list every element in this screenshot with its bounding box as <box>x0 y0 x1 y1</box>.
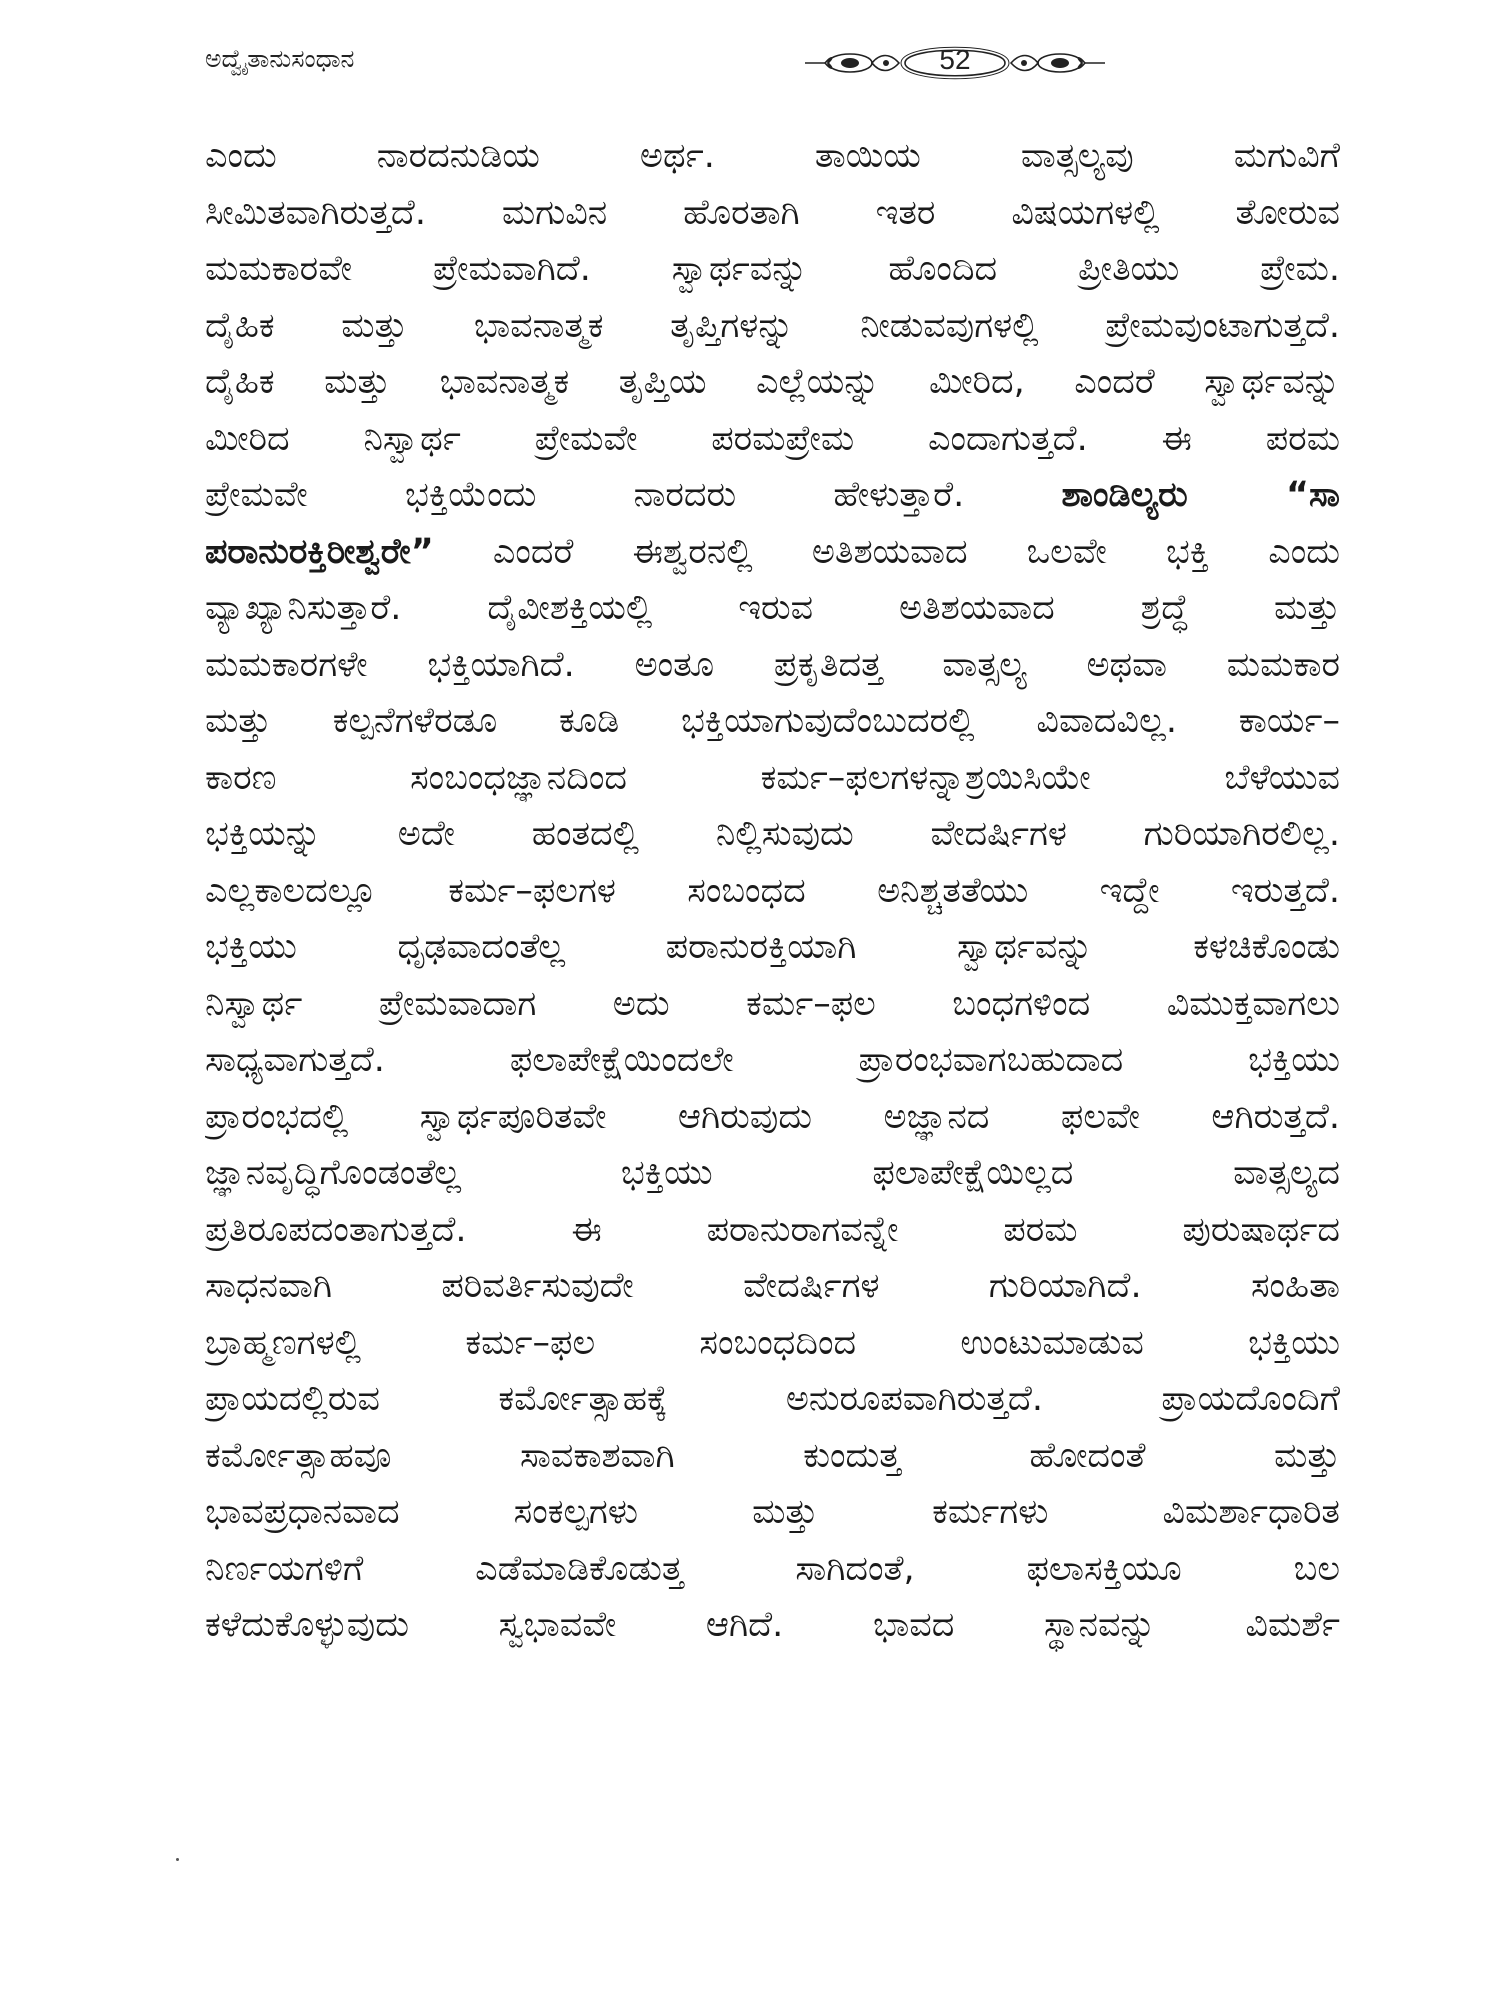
text-line: ಮಮಕಾರವೇ ಪ್ರೇಮವಾಗಿದೆ. ಸ್ವಾರ್ಥವನ್ನು ಹೊಂದಿದ ಪ್ರೀತಿಯು ಪ್ರೇಮ. <box>205 249 1340 289</box>
text-line: ಸಾಧನವಾಗಿ ಪರಿವರ್ತಿಸುವುದೇ ವೇದರ್ಷಿಗಳ ಗುರಿಯಾಗಿದೆ. ಸಂಹಿತಾ <box>205 1266 1340 1306</box>
text-line: ಕಾರಣ ಸಂಬಂಧಜ್ಞಾನದಿಂದ ಕರ್ಮ–ಫಲಗಳನ್ನಾಶ್ರಯಿಸಿಯೇ ಬೆಳೆಯುವ <box>205 757 1340 798</box>
text-line: ನಿಸ್ವಾರ್ಥ ಪ್ರೇಮವಾದಾಗ ಅದು ಕರ್ಮ–ಫಲ ಬಂಧಗಳಿಂದ ವಿಮುಕ್ತವಾಗಲು <box>205 983 1340 1024</box>
text-line: ಸಾಧ್ಯವಾಗುತ್ತದೆ. ಫಲಾಪೇಕ್ಷೆಯಿಂದಲೇ ಪ್ರಾರಂಭವಾಗಬಹುದಾದ ಭಕ್ತಿಯು <box>205 1040 1340 1080</box>
bold-citation: ಶಾಂಡಿಲ್ಯರು “ಸಾ <box>1061 475 1340 515</box>
text-line: ಪ್ರೇಮವೇ ಭಕ್ತಿಯೆಂದು ನಾರದರು ಹೇಳುತ್ತಾರೆ. ಶಾಂಡಿಲ್ಯರು “ಸಾ <box>205 475 1340 515</box>
body-text <box>205 128 1340 1654</box>
page-number: 52 <box>939 44 971 75</box>
text-line: ಮತ್ತು ಕಲ್ಪನೆಗಳೆರಡೂ ಕೂಡಿ ಭಕ್ತಿಯಾಗುವುದೆಂಬುದರಲ್ಲಿ ವಿವಾದವಿಲ್ಲ. ಕಾರ್ಯ– <box>205 701 1340 741</box>
text-line: ದೈಹಿಕ ಮತ್ತು ಭಾವನಾತ್ಮಕ ತೃಪ್ತಿಗಳನ್ನು ನೀಡುವವುಗಳಲ್ಲಿ ಪ್ರೇಮವುಂಟಾಗುತ್ತದೆ. <box>205 305 1340 346</box>
text-line: ದೈಹಿಕ ಮತ್ತು ಭಾವನಾತ್ಮಕ ತೃಪ್ತಿಯ ಎಲ್ಲೆಯನ್ನು ಮೀರಿದ, ಎಂದರೆ ಸ್ವಾರ್ಥವನ್ನು <box>205 362 1340 402</box>
scan-speck <box>176 1858 179 1861</box>
text-line: ಪ್ರತಿರೂಪದಂತಾಗುತ್ತದೆ. ಈ ಪರಾನುರಾಗವನ್ನೇ ಪರಮ ಪುರುಷಾರ್ಥದ <box>205 1209 1340 1250</box>
text-line: ಮೀರಿದ ನಿಸ್ವಾರ್ಥ ಪ್ರೇಮವೇ ಪರಮಪ್ರೇಮ ಎಂದಾಗುತ್ತದೆ. ಈ ಪರಮ <box>205 418 1340 459</box>
text-line: ಭಕ್ತಿಯನ್ನು ಅದೇ ಹಂತದಲ್ಲಿ ನಿಲ್ಲಿಸುವುದು ವೇದರ್ಷಿಗಳ ಗುರಿಯಾಗಿರಲಿಲ್ಲ. <box>205 814 1340 854</box>
text-line: ಭಕ್ತಿಯು ಧೃಢವಾದಂತೆಲ್ಲ ಪರಾನುರಕ್ತಿಯಾಗಿ ಸ್ವಾರ್ಥವನ್ನು ಕಳಚಿಕೊಂಡು <box>205 927 1340 967</box>
text-line: ನಿರ್ಣಯಗಳಿಗೆ ಎಡೆಮಾಡಿಕೊಡುತ್ತ ಸಾಗಿದಂತೆ, ಫಲಾಸಕ್ತಿಯೂ ಬಲ <box>205 1548 1340 1589</box>
text-line: ಪರಾನುರಕ್ತಿರೀಶ್ವರೇ” ಎಂದರೆ ಈಶ್ವರನಲ್ಲಿ ಅತಿಶಯವಾದ ಒಲವೇ ಭಕ್ತಿ ಎಂದು <box>205 531 1340 572</box>
page-number-ornament <box>805 38 1105 88</box>
text-line: ಸೀಮಿತವಾಗಿರುತ್ತದೆ. ಮಗುವಿನ ಹೊರತಾಗಿ ಇತರ ವಿಷಯಗಳಲ್ಲಿ ತೋರುವ <box>205 192 1340 233</box>
bold-citation: ಪರಾನುರಕ್ತಿರೀಶ್ವರೇ” <box>205 531 434 572</box>
text-line: ಎಲ್ಲಕಾಲದಲ್ಲೂ ಕರ್ಮ–ಫಲಗಳ ಸಂಬಂಧದ ಅನಿಶ್ಚತತೆಯು ಇದ್ದೇ ಇರುತ್ತದೆ. <box>205 870 1340 911</box>
text-line: ಪ್ರಾರಂಭದಲ್ಲಿ ಸ್ವಾರ್ಥಪೂರಿತವೇ ಆಗಿರುವುದು ಅಜ್ಞಾನದ ಫಲವೇ ಆಗಿರುತ್ತದೆ. <box>205 1096 1340 1137</box>
running-title: ಅದ್ವೈತಾನುಸಂಧಾನ <box>205 44 355 73</box>
page-header <box>205 38 1335 88</box>
text-line: ಜ್ಞಾನವೃದ್ಧಿಗೊಂಡಂತೆಲ್ಲ ಭಕ್ತಿಯು ಫಲಾಪೇಕ್ಷೆಯಿಲ್ಲದ ವಾತ್ಸಲ್ಯದ <box>205 1153 1340 1193</box>
text-line: ವ್ಯಾಖ್ಯಾನಿಸುತ್ತಾರೆ. ದೈವೀಶಕ್ತಿಯಲ್ಲಿ ಇರುವ ಅತಿಶಯವಾದ ಶ್ರದ್ಧೆ ಮತ್ತು <box>205 588 1340 628</box>
text-line: ಎಂದು ನಾರದನುಡಿಯ ಅರ್ಥ. ತಾಯಿಯ ವಾತ್ಸಲ್ಯವು ಮಗುವಿಗೆ <box>205 136 1340 176</box>
text-line: ಮಮಕಾರಗಳೇ ಭಕ್ತಿಯಾಗಿದೆ. ಅಂತೂ ಪ್ರಕೃತಿದತ್ತ ವಾತ್ಸಲ್ಯ ಅಥವಾ ಮಮಕಾರ <box>205 644 1340 685</box>
text-line: ಕರ್ಮೋತ್ಸಾಹವೂ ಸಾವಕಾಶವಾಗಿ ಕುಂದುತ್ತ ಹೋದಂತೆ ಮತ್ತು <box>205 1435 1340 1476</box>
text-line: ಪ್ರಾಯದಲ್ಲಿರುವ ಕರ್ಮೋತ್ಸಾಹಕ್ಕೆ ಅನುರೂಪವಾಗಿರುತ್ತದೆ. ಪ್ರಾಯದೊಂದಿಗೆ <box>205 1379 1340 1419</box>
text-line: ಕಳೆದುಕೊಳ್ಳುವುದು ಸ್ವಭಾವವೇ ಆಗಿದೆ. ಭಾವದ ಸ್ಥಾನವನ್ನು ವಿಮರ್ಶೆ <box>205 1605 1340 1645</box>
text-line: ಬ್ರಾಹ್ಮಣಗಳಲ್ಲಿ ಕರ್ಮ–ಫಲ ಸಂಬಂಧದಿಂದ ಉಂಟುಮಾಡುವ ಭಕ್ತಿಯು <box>205 1322 1340 1363</box>
text-line: ಭಾವಪ್ರಧಾನವಾದ ಸಂಕಲ್ಪಗಳು ಮತ್ತು ಕರ್ಮಗಳು ವಿಮರ್ಶಾಧಾರಿತ <box>205 1492 1340 1532</box>
